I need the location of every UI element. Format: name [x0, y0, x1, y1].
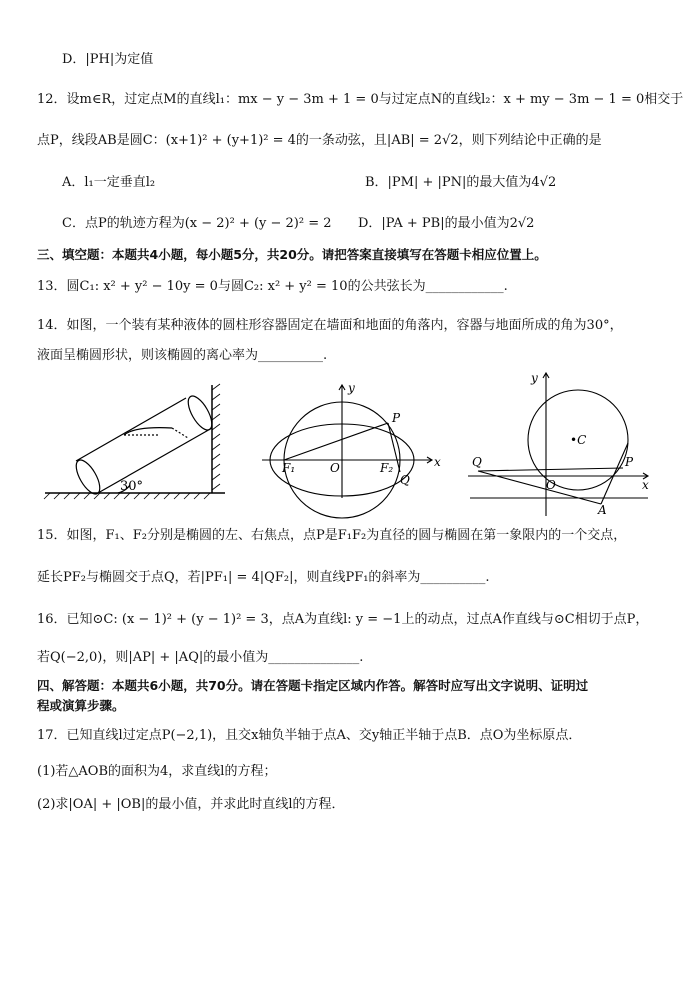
- fig2-f1-label: F₁: [282, 461, 296, 475]
- q14-stem-line2: 液面呈椭圆形状，则该椭圆的离心率为__________.: [37, 348, 328, 363]
- fig3-q-label: Q: [472, 455, 482, 469]
- angle-label: 30°: [120, 479, 144, 494]
- figure-circle-tangent: [468, 368, 653, 518]
- fig2-x-label: x: [434, 455, 441, 469]
- fig3-a-label: A: [598, 503, 607, 517]
- fig2-q-label: Q: [400, 473, 410, 487]
- section-4-heading-line2: 程或演算步骤。: [37, 698, 125, 713]
- fig2-o-label: O: [330, 461, 340, 475]
- q12-option-c: C．点P的轨迹方程为(x − 2)² + (y − 2)² = 2: [62, 216, 332, 231]
- q15-stem-line2: 延长PF₂与椭圆交于点Q，若|PF₁| = 4|QF₂|，则直线PF₁的斜率为__________.: [37, 570, 490, 585]
- q12-stem-line2: 点P，线段AB是圆C：(x+1)² + (y+1)² = 4的一条动弦，且|AB| = 2√2，则下列结论中正确的是: [37, 133, 602, 148]
- fig3-x-label: x: [642, 478, 649, 492]
- q17-stem: 17．已知直线l过定点P(−2,1)，且交x轴负半轴于点A、交y轴正半轴于点B．点O为坐标原点．: [37, 728, 582, 743]
- fig3-y-label: y: [531, 371, 538, 385]
- q16-stem-line1: 16．已知⊙C: (x − 1)² + (y − 1)² = 3，点A为直线l: y = −1上的动点，过点A作直线与⊙C相切于点P，: [37, 612, 649, 627]
- q13-stem: 13．圆C₁: x² + y² − 10y = 0与圆C₂: x² + y² = 10的公共弦长为____________.: [37, 279, 508, 294]
- fig2-y-label: y: [348, 381, 355, 395]
- q11-option-d: D．|PH|为定值: [62, 52, 154, 67]
- section-3-heading: 三、填空题：本题共4小题，每小题5分，共20分。请把答案直接填写在答题卡相应位置上。: [37, 247, 547, 262]
- q17-part1: (1)若△AOB的面积为4，求直线l的方程；: [37, 764, 277, 779]
- figure-ellipse-circle: [262, 380, 442, 500]
- fig3-c-label: •C: [570, 433, 587, 447]
- q12-option-d: D．|PA + PB|的最小值为2√2: [358, 216, 535, 231]
- fig3-p-label: P: [625, 455, 634, 469]
- q15-stem-line1: 15．如图，F₁、F₂分别是椭圆的左、右焦点，点P是F₁F₂为直径的圆与椭圆在第一象限内的一个交点，: [37, 528, 627, 543]
- q17-part2: (2)求|OA| + |OB|的最小值，并求此时直线l的方程．: [37, 797, 345, 812]
- fig2-f2-label: F₂: [380, 461, 394, 475]
- q12-stem-line1: 12．设m∈R，过定点M的直线l₁：mx − y − 3m + 1 = 0与过定点N的直线l₂：x + my − 3m − 1 = 0相交于: [37, 92, 684, 107]
- q14-stem-line1: 14．如图，一个装有某种液体的圆柱形容器固定在墙面和地面的角落内，容器与地面所成的角为30°，: [37, 318, 623, 333]
- section-4-heading-line1: 四、解答题：本题共6小题，共70分。请在答题卡指定区域内作答。解答时应写出文字说明、证明过: [37, 678, 589, 693]
- q12-option-b: B．|PM| + |PN|的最大值为4√2: [365, 175, 557, 190]
- q16-stem-line2: 若Q(−2,0)，则|AP| + |AQ|的最小值为______________.: [37, 650, 364, 665]
- q12-option-a: A．l₁一定垂直l₂: [62, 175, 156, 190]
- figure-cylinder-corner: [40, 380, 230, 500]
- fig3-o-label: O: [546, 478, 556, 492]
- fig2-p-label: P: [392, 411, 401, 425]
